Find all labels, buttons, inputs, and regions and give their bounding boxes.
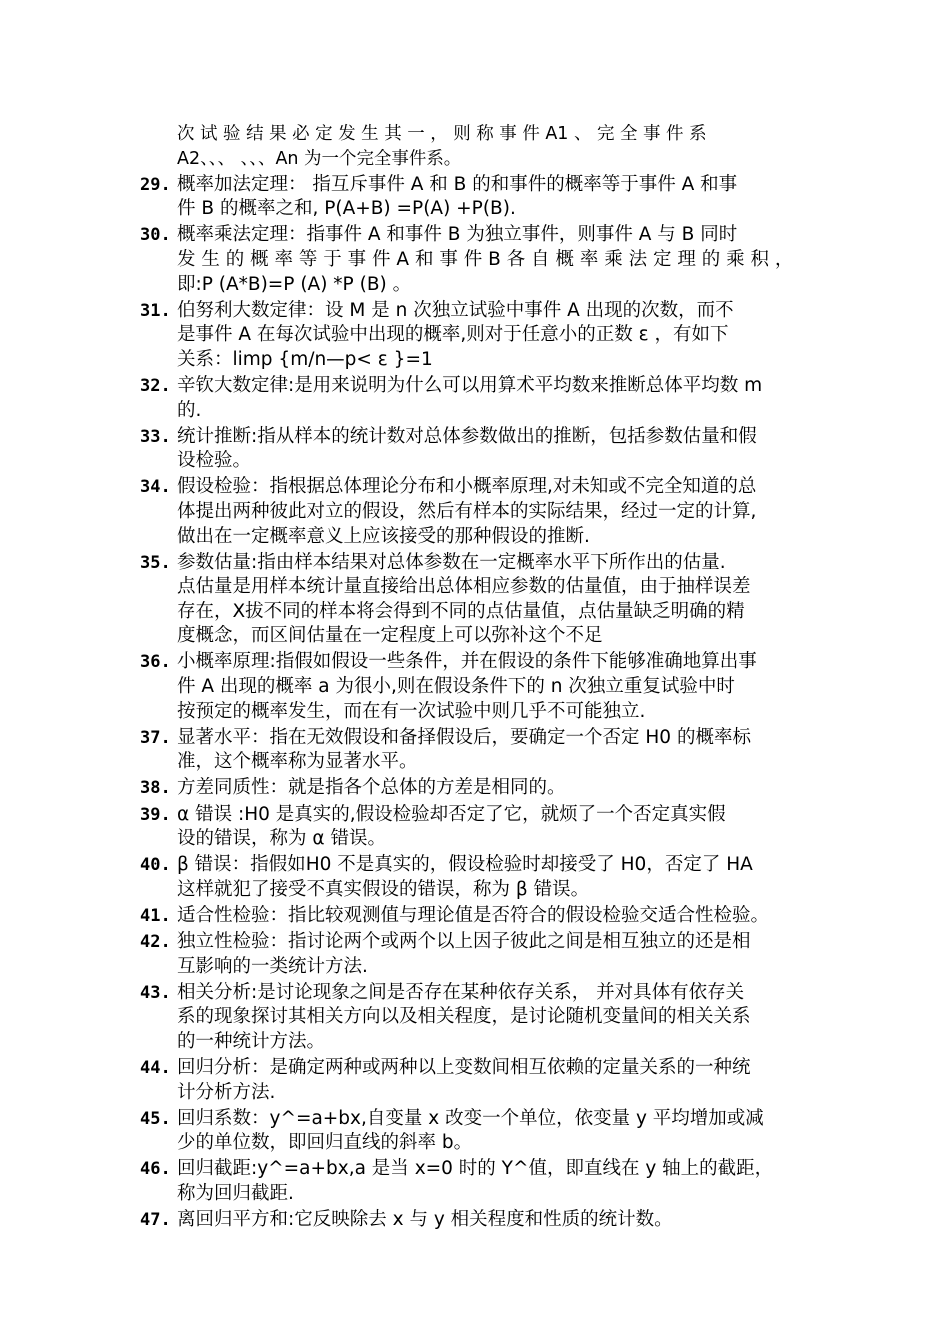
item-text	[177, 776, 812, 801]
definition-item	[140, 223, 812, 297]
item-text	[177, 374, 812, 423]
item-line: 做出在一定概率意义上应该接受的那种假设的推断.	[177, 525, 590, 547]
item-line: 即:P (A*B)=P (A) *P (B) 。	[177, 273, 412, 295]
item-line: 点估量是用样本统计量直接给出总体相应参数的估量值，由于抽样误差	[177, 576, 751, 598]
document-body	[140, 122, 812, 1234]
item-line: 设检验。	[177, 450, 252, 472]
item-line: 概率乘法定理：指事件 A 和事件 B 为独立事件，则事件 A 与 B 同时	[177, 224, 738, 246]
definition-item	[140, 475, 812, 549]
item-line: 互影响的一类统计方法.	[177, 955, 368, 977]
item-number: 32.	[140, 375, 171, 396]
item-number: 47.	[140, 1210, 171, 1231]
definition-item	[140, 981, 812, 1055]
definition-item	[140, 803, 812, 852]
item-line: 参数估量:指由样本结果对总体参数在一定概率水平下所作出的估量.	[177, 551, 726, 573]
item-text	[177, 930, 812, 979]
item-line: 适合性检验：指比较观测值与理论值是否符合的假设检验交适合性检验。	[177, 904, 770, 926]
item-line: 显著水平：指在无效假设和备择假设后，要确定一个否定 H0 的概率标	[177, 726, 751, 748]
item-line: 度概念，而区间估量在一定程度上可以弥补这个不足	[177, 625, 603, 647]
item-line: 的一种统计方法。	[177, 1030, 326, 1052]
item-line: 小概率原理:指假如假设一些条件，并在假设的条件下能够准确地算出事	[177, 651, 757, 673]
item-line: 存在，X拔不同的样本将会得到不同的点估量值，点估量缺乏明确的精	[177, 600, 745, 622]
item-line: 相关分析:是讨论现象之间是否存在某种依存关系， 并对具体有依存关	[177, 981, 745, 1003]
item-text	[177, 1208, 812, 1233]
item-line: 发 生 的 概 率 等 于 事 件 A 和 事 件 B 各 自 概 率 乘 法 定 理 的 乘 积 ，	[177, 248, 794, 270]
definition-item	[140, 853, 812, 902]
item-text	[177, 803, 812, 852]
item-number: 30.	[140, 225, 171, 246]
item-text	[177, 299, 812, 373]
item-number: 41.	[140, 905, 171, 926]
item-line: 体提出两种彼此对立的假设，然后有样本的实际结果，经过一定的计算,	[177, 500, 757, 522]
item-number: 40.	[140, 855, 171, 876]
item-line: α 错误 :H0 是真实的,假设检验却否定了它，就烦了一个否定真实假	[177, 803, 726, 825]
item-line: 离回归平方和:它反映除去 x 与 y 相关程度和性质的统计数。	[177, 1209, 673, 1231]
item-number: 44.	[140, 1057, 171, 1078]
item-number: 42.	[140, 932, 171, 952]
item-line: 系的现象探讨其相关方向以及相关程度，是讨论随机变量间的相关关系	[177, 1006, 751, 1028]
item-line: 件 B 的概率之和, P(A+B) =P(A) +P(B).	[177, 198, 516, 220]
item-number: 35.	[140, 552, 171, 573]
item-line: β 错误：指假如H0 不是真实的，假设检验时却接受了 H0，否定了 HA	[177, 854, 753, 876]
intro-line: 次 试 验 结 果 必 定 发 生 其 一 ， 则 称 事 件 A1 、 完 全 事 件 系	[177, 124, 707, 144]
item-text	[177, 726, 812, 775]
item-line: 假设检验：指根据总体理论分布和小概率原理,对未知或不完全知道的总	[177, 476, 757, 498]
item-line: 辛钦大数定律:是用来说明为什么可以用算术平均数来推断总体平均数 m	[177, 374, 763, 396]
definition-item	[140, 1056, 812, 1105]
item-line: 计分析方法.	[177, 1081, 276, 1103]
definition-item	[140, 650, 812, 724]
definition-item	[140, 551, 812, 649]
definition-item	[140, 173, 812, 222]
definition-list	[140, 173, 812, 1233]
item-number: 45.	[140, 1108, 171, 1129]
item-number: 29.	[140, 174, 171, 195]
item-line: 概率加法定理： 指互斥事件 A 和 B 的和事件的概率等于事件 A 和事	[177, 173, 738, 195]
item-number: 34.	[140, 477, 171, 498]
item-line: 少的单位数，即回归直线的斜率 b。	[177, 1132, 473, 1154]
definition-item	[140, 726, 812, 775]
definition-item	[140, 1107, 812, 1156]
definition-item	[140, 374, 812, 423]
item-text	[177, 1056, 812, 1105]
item-line: 的.	[177, 399, 202, 421]
item-number: 33.	[140, 426, 171, 447]
item-line: 按预定的概率发生，而在有一次试验中则几乎不可能独立.	[177, 700, 646, 722]
definition-item	[140, 776, 812, 801]
item-line: 方差同质性：就是指各个总体的方差是相同的。	[177, 777, 566, 799]
definition-item	[140, 299, 812, 373]
item-text	[177, 853, 812, 902]
item-text	[177, 173, 812, 222]
item-text	[177, 475, 812, 549]
item-number: 46.	[140, 1159, 171, 1180]
item-line: 关系：limp {m/n—p< ε }=1	[177, 348, 433, 370]
item-line: 回归系数：y^=a+bx,自变量 x 改变一个单位，依变量 y 平均增加或减	[177, 1107, 764, 1129]
item-text	[177, 904, 812, 929]
item-line: 伯努利大数定律：设 M 是 n 次独立试验中事件 A 出现的次数，而不	[177, 299, 734, 321]
item-number: 39.	[140, 804, 171, 825]
item-line: 准，这个概率称为显著水平。	[177, 751, 418, 773]
item-line: 回归分析：是确定两种或两种以上变数间相互依赖的定量关系的一种统	[177, 1056, 751, 1078]
item-number: 36.	[140, 652, 171, 673]
item-line: 独立性检验：指讨论两个或两个以上因子彼此之间是相互独立的还是相	[177, 931, 751, 952]
definition-item	[140, 425, 812, 474]
item-text	[177, 650, 812, 724]
item-line: 是事件 A 在每次试验中出现的概率,则对于任意小的正数 ε ，有如下	[177, 324, 729, 346]
item-text	[177, 551, 812, 649]
item-line: 统计推断:指从样本的统计数对总体参数做出的推断，包括参数估量和假	[177, 425, 757, 447]
item-number: 38.	[140, 778, 171, 799]
item-number: 43.	[140, 982, 171, 1003]
intro-block	[140, 122, 812, 171]
definition-item	[140, 904, 812, 929]
item-line: 设的错误，称为 α 错误。	[177, 828, 386, 850]
item-line: 这样就犯了接受不真实假设的错误，称为 β 错误。	[177, 878, 590, 900]
item-text	[177, 1107, 812, 1156]
item-text	[177, 981, 812, 1055]
item-number: 37.	[140, 727, 171, 748]
definition-item	[140, 930, 812, 979]
item-number: 31.	[140, 300, 171, 321]
item-line: 回归截距:y^=a+bx,a 是当 x=0 时的 Y^值，即直线在 y 轴上的截距，	[177, 1158, 774, 1180]
item-text	[177, 1157, 812, 1206]
item-text	[177, 223, 812, 297]
intro-line: A2、、、 、、、An 为一个完全事件系。	[177, 148, 462, 169]
definition-item	[140, 1208, 812, 1233]
definition-item	[140, 1157, 812, 1206]
item-line: 称为回归截距.	[177, 1182, 294, 1204]
item-line: 件 A 出现的概率 a 为很小,则在假设条件下的 n 次独立重复试验中时	[177, 676, 735, 698]
item-text	[177, 425, 812, 474]
